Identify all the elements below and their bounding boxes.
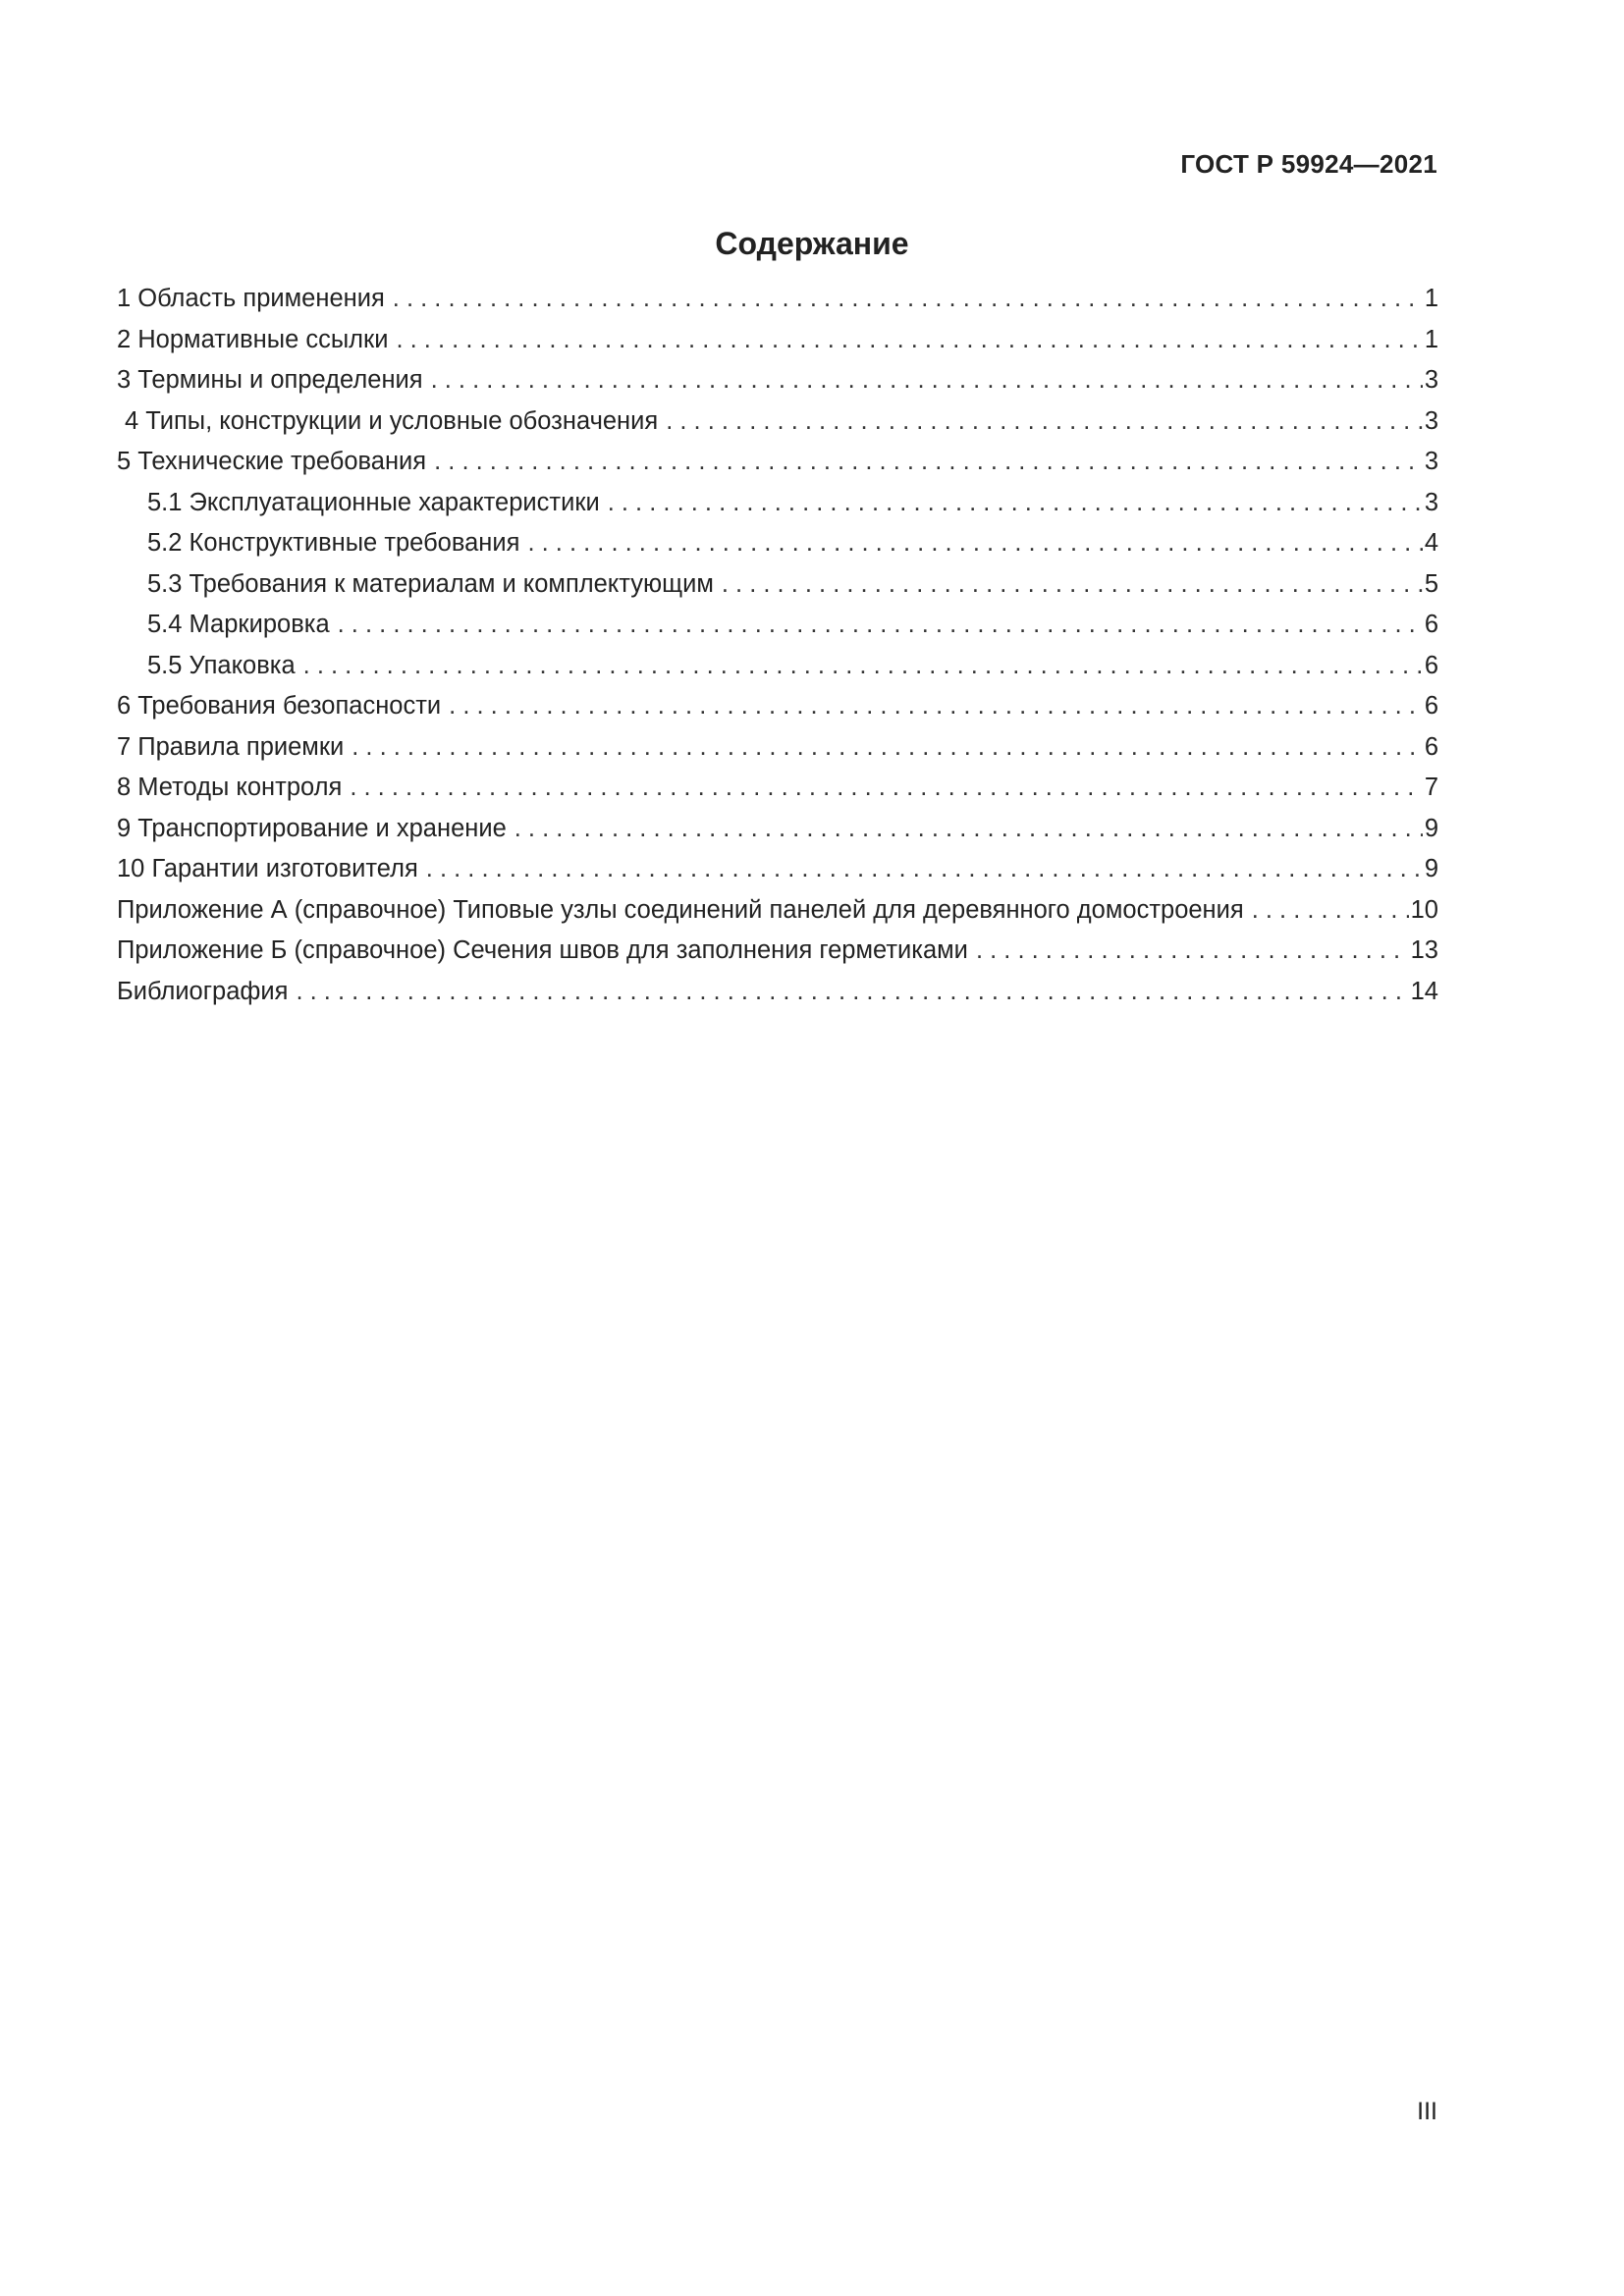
toc-leader-dots (396, 326, 1422, 354)
toc-leader-dots (449, 692, 1423, 721)
toc-entry[interactable] (117, 815, 1438, 856)
toc-leader-dots (1252, 896, 1409, 925)
toc-entry-page: 6 (1424, 692, 1438, 720)
toc-entry-page: 3 (1424, 366, 1438, 394)
toc-entry-label: 5.1 Эксплуатационные характеристики (147, 489, 608, 517)
toc-entry-page: 7 (1424, 774, 1438, 801)
toc-entry[interactable] (117, 326, 1438, 367)
toc-entry[interactable] (117, 896, 1438, 937)
toc-entry-label: 5.2 Конструктивные требования (147, 529, 527, 558)
toc-entry-label: 5.3 Требования к материалам и комплектующим (147, 570, 722, 599)
toc-entry-page: 10 (1410, 895, 1438, 924)
toc-leader-dots (393, 285, 1423, 313)
toc-entry-label: Приложение А (справочное) Типовые узлы соединений панелей для деревянного домостроения (117, 896, 1252, 925)
toc-leader-dots (608, 489, 1423, 517)
toc-entry-page: 3 (1424, 406, 1438, 435)
toc-subentry[interactable] (117, 652, 1438, 693)
toc-entry[interactable] (117, 774, 1438, 815)
toc-entry-page: 14 (1410, 977, 1438, 1005)
toc-entry-page: 9 (1424, 855, 1438, 882)
toc-entry-label: 2 Нормативные ссылки (117, 326, 396, 354)
table-of-contents (117, 285, 1438, 1018)
toc-entry-label: 1 Область применения (117, 285, 393, 313)
toc-entry-page: 3 (1424, 488, 1438, 516)
toc-entry[interactable] (117, 936, 1438, 978)
toc-leader-dots (352, 733, 1423, 762)
toc-entry[interactable] (117, 285, 1438, 326)
toc-entry-label: 5.5 Упаковка (147, 652, 303, 680)
toc-entry-label: Приложение Б (справочное) Сечения швов для заполнения герметиками (117, 936, 976, 965)
toc-entry[interactable] (117, 978, 1438, 1019)
toc-entry-label: 4 Типы, конструкции и условные обозначения (125, 407, 666, 436)
toc-leader-dots (426, 855, 1423, 883)
toc-entry-label: 10 Гарантии изготовителя (117, 855, 426, 883)
toc-entry-page: 9 (1424, 814, 1438, 842)
toc-entry[interactable] (117, 448, 1438, 489)
toc-entry-label: 6 Требования безопасности (117, 692, 449, 721)
toc-subentry[interactable] (117, 529, 1438, 570)
toc-leader-dots (527, 529, 1422, 558)
toc-entry-page: 1 (1424, 285, 1438, 312)
toc-entry-label: Библиография (117, 978, 296, 1006)
toc-entry-page: 5 (1424, 569, 1438, 598)
toc-leader-dots (431, 366, 1423, 395)
toc-entry-page: 4 (1424, 529, 1438, 557)
toc-leader-dots (976, 936, 1409, 965)
document-code: ГОСТ Р 59924—2021 (1180, 149, 1437, 179)
toc-entry-label: 3 Термины и определения (117, 366, 431, 395)
toc-entry[interactable] (117, 733, 1438, 774)
toc-leader-dots (514, 815, 1423, 843)
toc-entry[interactable] (117, 407, 1438, 449)
toc-entry-label: 5 Технические требования (117, 448, 434, 476)
toc-leader-dots (434, 448, 1423, 476)
toc-entry-label: 8 Методы контроля (117, 774, 350, 802)
toc-leader-dots (338, 611, 1423, 639)
page-number: III (1417, 2098, 1437, 2125)
toc-entry[interactable] (117, 855, 1438, 896)
toc-leader-dots (350, 774, 1422, 802)
toc-entry-page: 6 (1424, 611, 1438, 638)
toc-entry[interactable] (117, 366, 1438, 407)
toc-leader-dots (666, 407, 1423, 436)
toc-entry-page: 13 (1410, 936, 1438, 964)
toc-title: Содержание (715, 226, 909, 261)
toc-entry-page: 6 (1424, 651, 1438, 679)
toc-leader-dots (722, 570, 1423, 599)
toc-leader-dots (303, 652, 1423, 680)
toc-subentry[interactable] (117, 570, 1438, 612)
toc-subentry[interactable] (117, 611, 1438, 652)
toc-entry-label: 9 Транспортирование и хранение (117, 815, 514, 843)
toc-entry-page: 3 (1424, 448, 1438, 475)
toc-entry-label: 5.4 Маркировка (147, 611, 338, 639)
toc-entry-page: 1 (1424, 325, 1438, 353)
toc-subentry[interactable] (117, 489, 1438, 530)
toc-entry-label: 7 Правила приемки (117, 733, 352, 762)
toc-entry[interactable] (117, 692, 1438, 733)
toc-entry-page: 6 (1424, 732, 1438, 761)
toc-leader-dots (296, 978, 1408, 1006)
